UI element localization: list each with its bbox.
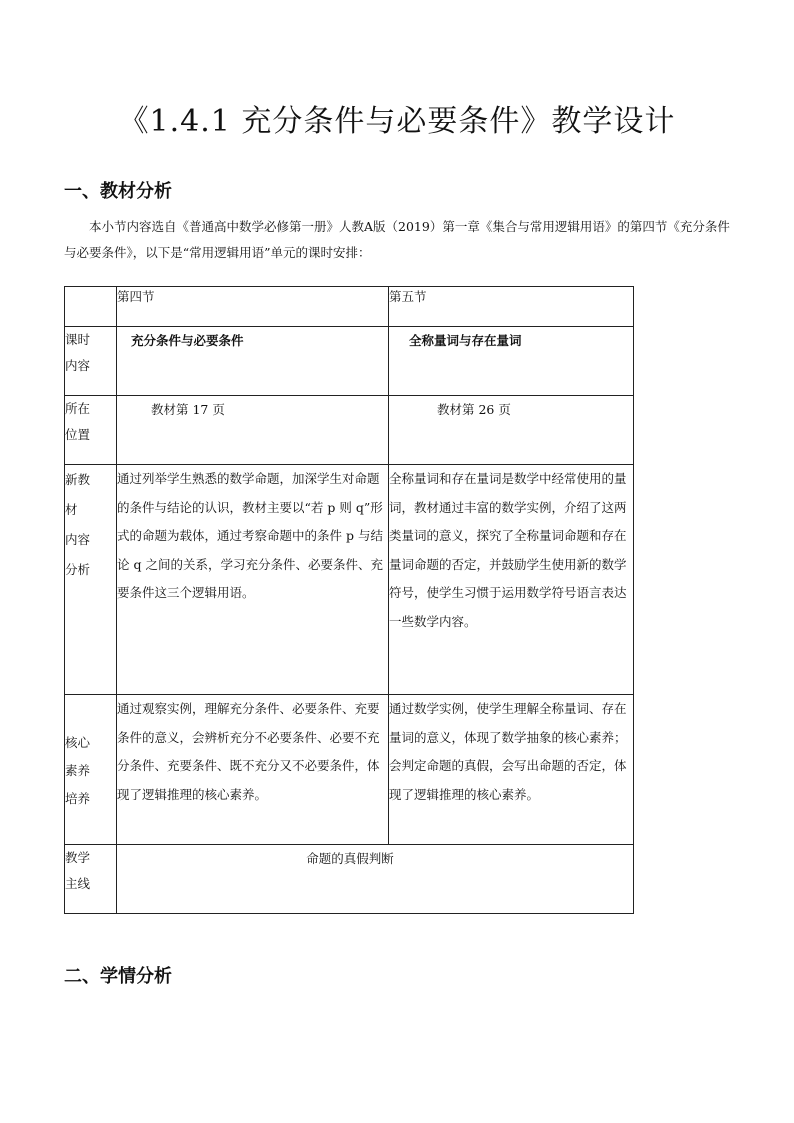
cell-section5-page: 教材第 26 页 bbox=[389, 396, 634, 465]
row-label-content-analysis: 新教 材 内容 分析 bbox=[65, 465, 117, 695]
section-heading-textbook-analysis: 一、教材分析 bbox=[64, 181, 172, 202]
cell-section5-literacy: 通过数学实例，使学生理解全称量词、存在量词的意义，体现了数学抽象的核心素养；会判定命题的真假，会写出命题的否定，体现了逻辑推理的核心素养。 bbox=[389, 695, 634, 845]
cell-section5-content: 全称量词与存在量词 bbox=[389, 327, 634, 396]
cell-section4-content: 充分条件与必要条件 bbox=[117, 327, 389, 396]
table-row bbox=[65, 845, 634, 914]
row-label-core-literacy: 核心 素养 培养 bbox=[65, 695, 117, 845]
cell-section4-page: 教材第 17 页 bbox=[117, 396, 389, 465]
table-header-row bbox=[65, 287, 634, 327]
row-label-main-thread: 教学 主线 bbox=[65, 845, 117, 914]
table-row bbox=[65, 396, 634, 465]
table-row bbox=[65, 695, 634, 845]
cell-section5-analysis: 全称量词和存在量词是数学中经常使用的量词，教材通过丰富的数学实例，介绍了这两类量词的意义，探究了全称量词命题和存在量词命题的否定，并鼓励学生使用新的数学符号，使学生习惯于运用数学符号语言表达一些数学内容。 bbox=[389, 465, 634, 695]
column-header-section4: 第四节 bbox=[117, 287, 389, 327]
row-label-location: 所在 位置 bbox=[65, 396, 117, 465]
section-paragraph: 本小节内容选自《普通高中数学必修第一册》人教A版（2019）第一章《集合与常用逻辑用语》的第四节《充分条件与必要条件》，以下是“常用逻辑用语”单元的课时安排： bbox=[64, 219, 730, 260]
document-title: 《1.4.1 充分条件与必要条件》教学设计 bbox=[118, 104, 676, 139]
column-header-section5: 第五节 bbox=[389, 287, 634, 327]
row-label-lesson-content: 课时 内容 bbox=[65, 327, 117, 396]
cell-section4-literacy: 通过观察实例，理解充分条件、必要条件、充要条件的意义，会辨析充分不必要条件、必要不充分条件、充要条件、既不充分又不必要条件，体现了逻辑推理的核心素养。 bbox=[117, 695, 389, 845]
table-row bbox=[65, 327, 634, 396]
cell-section4-analysis: 通过列举学生熟悉的数学命题，加深学生对命题的条件与结论的认识，教材主要以“若 p 则 q”形式的命题为载体，通过考察命题中的条件 p 与结论 q 之间的关系，学习充分条件、必要条件、充要条件这三个逻辑用语。 bbox=[117, 465, 389, 695]
lesson-schedule-table bbox=[64, 286, 634, 914]
table-row bbox=[65, 465, 634, 695]
table-corner-cell bbox=[65, 287, 117, 327]
cell-main-thread: 命题的真假判断 bbox=[117, 845, 634, 914]
section-heading-learner-analysis: 二、学情分析 bbox=[64, 966, 172, 987]
